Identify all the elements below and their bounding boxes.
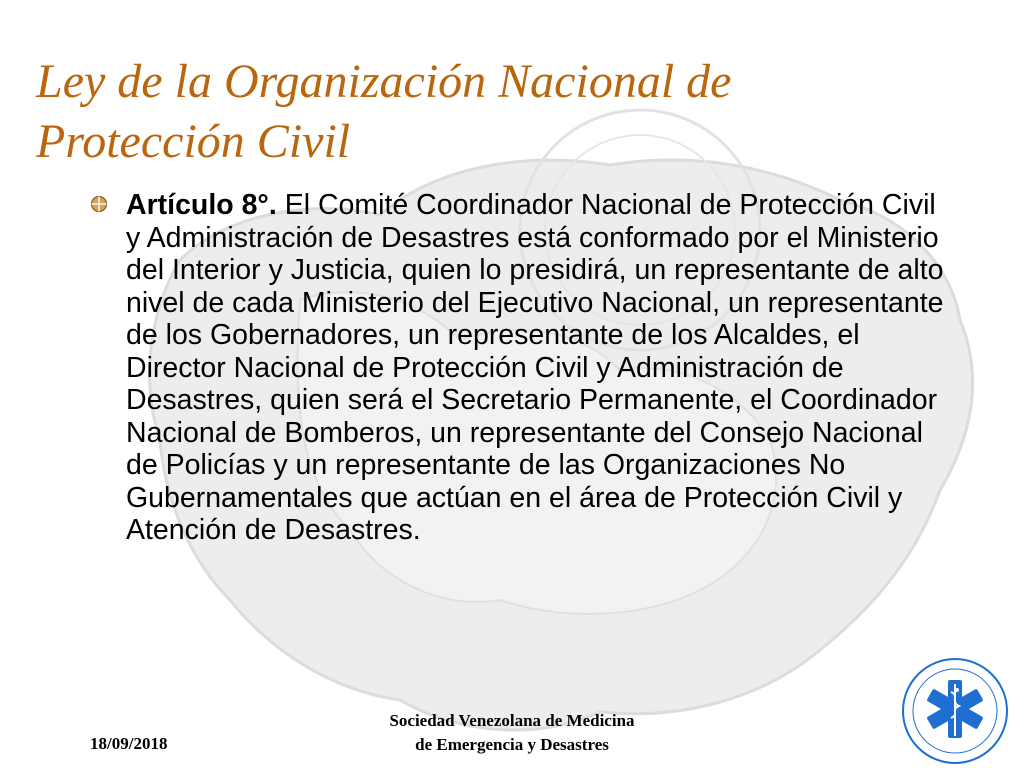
footer-org-line-2: de Emergencia y Desastres bbox=[415, 735, 609, 754]
footer-org-line-1: Sociedad Venezolana de Medicina bbox=[389, 711, 635, 730]
svmed-logo-icon bbox=[900, 656, 1010, 766]
slide-title: Ley de la Organización Nacional de Protección Civil bbox=[36, 55, 732, 168]
article-text: El Comité Coordinador Nacional de Protección Civil y Administración de Desastres está conformado por el Ministerio del Interior y Justicia, quien lo presidirá, un representante de alto nivel de cada Ministerio del Ejecutivo Nacional, un representante de los Gobernadores, un representante de los Alcaldes, el Director Nacional de Protección Civil y Administración de Desastres, quien será el Secretario Permanente, el Coordinador Nacional de Bomberos, un representante del Consejo Nacional de Policías y un representante de las Organizaciones No Gubernamentales que actúan en el área de Protección Civil y Atención de Desastres. bbox=[126, 189, 944, 546]
bullet-icon bbox=[90, 195, 108, 213]
article-lead: Artículo 8°. bbox=[126, 189, 277, 221]
footer-organization bbox=[352, 709, 672, 757]
article-paragraph bbox=[126, 189, 946, 547]
footer-date: 18/09/2018 bbox=[90, 734, 168, 753]
